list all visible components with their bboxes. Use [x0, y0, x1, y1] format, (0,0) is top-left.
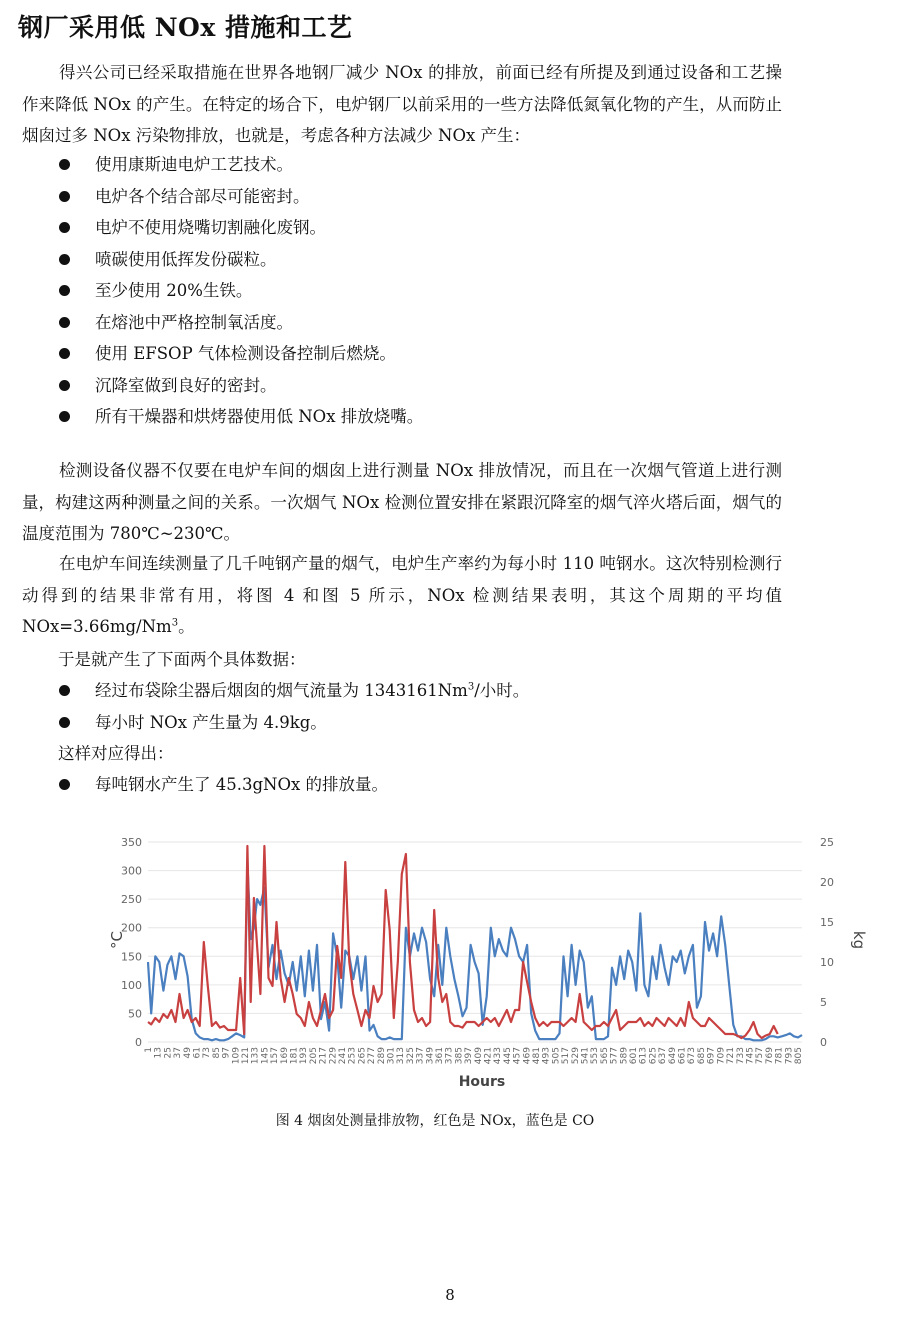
x-tick-label: 301 [386, 1047, 397, 1065]
x-tick-label: 553 [590, 1047, 601, 1065]
x-tick-label: 697 [706, 1047, 717, 1065]
x-tick-label: 1 [144, 1047, 154, 1053]
x-tick-label: 469 [522, 1047, 533, 1065]
y-left-axis-label: °C [108, 931, 126, 949]
y-right-tick-labels [820, 836, 834, 1049]
x-tick-label: 445 [502, 1047, 513, 1065]
x-tick-label: 169 [279, 1047, 290, 1065]
y-right-tick-label: 15 [820, 916, 834, 929]
x-tick-label: 73 [202, 1047, 213, 1059]
bullet-icon [59, 285, 70, 296]
list-item: 每吨钢水产生了 45.3gNOx 的排放量。 [58, 769, 388, 801]
x-tick-label: 541 [580, 1047, 591, 1065]
x-tick-label: 289 [376, 1047, 387, 1065]
x-tick-label: 361 [435, 1047, 446, 1065]
x-tick-label: 481 [532, 1047, 543, 1065]
x-tick-label: 781 [774, 1047, 785, 1065]
x-tick-label: 685 [696, 1047, 707, 1065]
y-right-tick-label: 5 [820, 996, 827, 1009]
list-item: 电炉各个结合部尽可能密封。 [58, 181, 423, 213]
x-tick-label: 769 [764, 1047, 775, 1065]
x-tick-label: 157 [270, 1047, 281, 1065]
emissions-chart [108, 828, 868, 1098]
y-left-tick-label: 300 [121, 864, 142, 878]
x-tick-label: 253 [347, 1047, 358, 1065]
x-tick-label: 733 [735, 1047, 746, 1065]
x-tick-label: 805 [793, 1047, 804, 1065]
chart-series [148, 846, 802, 1040]
y-left-tick-label: 200 [121, 921, 142, 935]
page-number: 8 [445, 1286, 455, 1304]
x-tick-label: 457 [512, 1047, 523, 1065]
bullet-icon [59, 380, 70, 391]
x-tick-label: 601 [629, 1047, 640, 1065]
bullet-icon [59, 222, 70, 233]
series-line-nox [148, 846, 778, 1038]
y-left-tick-label: 250 [121, 893, 142, 907]
bullet-icon [59, 779, 70, 790]
y-right-axis-label: kg [850, 930, 868, 950]
x-tick-label: 517 [561, 1047, 572, 1065]
x-tick-label: 133 [250, 1047, 261, 1065]
x-tick-label: 121 [241, 1047, 252, 1065]
x-tick-label: 277 [367, 1047, 378, 1065]
x-tick-label: 25 [163, 1047, 174, 1059]
x-tick-label: 757 [755, 1047, 766, 1065]
list-item: 电炉不使用烧嘴切割融化废钢。 [58, 212, 423, 244]
intro-paragraph: 得兴公司已经采取措施在世界各地钢厂减少 NOx 的排放，前面已经有所提及到通过设备和工艺操作来降低 NOx 的产生。在特定的场合下，电炉钢厂以前采用的一些方法降低氮氧化物的产生，从而防止烟囱过多 NOx 污染物排放，也就是，考虑各种方法减少 NOx 产生： [22, 63, 782, 145]
x-tick-label: 349 [425, 1047, 436, 1065]
x-tick-label: 109 [231, 1047, 242, 1065]
x-tick-label: 229 [328, 1047, 339, 1065]
y-left-tick-label: 100 [121, 978, 142, 992]
list-item: 使用 EFSOP 气体检测设备控制后燃烧。 [58, 338, 423, 370]
x-tick-label: 793 [784, 1047, 795, 1065]
bullet-icon [59, 254, 70, 265]
x-tick-label: 337 [415, 1047, 426, 1065]
y-left-tick-label: 50 [128, 1007, 142, 1021]
bullet-icon [59, 717, 70, 728]
x-tick-label: 145 [260, 1047, 271, 1065]
y-left-tick-label: 0 [135, 1036, 142, 1049]
x-tick-label: 373 [444, 1047, 455, 1065]
y-right-tick-label: 20 [820, 876, 834, 889]
x-tick-label: 49 [182, 1047, 193, 1059]
y-right-tick-label: 0 [820, 1036, 827, 1049]
x-tick-label: 529 [570, 1047, 581, 1065]
y-right-tick-label: 10 [820, 956, 834, 969]
x-tick-label: 85 [211, 1047, 222, 1059]
list-item: 每小时 NOx 产生量为 4.9kg。 [58, 707, 529, 739]
x-tick-label: 421 [483, 1047, 494, 1065]
data-list [58, 675, 529, 738]
x-tick-label: 577 [609, 1047, 620, 1065]
result-list [58, 769, 388, 801]
page-title: 钢厂采用低 NOx 措施和工艺 [18, 13, 353, 42]
x-tick-label: 589 [619, 1047, 630, 1065]
x-tick-label: 205 [308, 1047, 319, 1065]
x-tick-label: 637 [658, 1047, 669, 1065]
x-tick-label: 97 [221, 1047, 232, 1059]
x-tick-label: 181 [289, 1047, 300, 1065]
x-tick-label: 13 [153, 1047, 164, 1059]
x-tick-label: 397 [464, 1047, 475, 1065]
bullet-icon [59, 159, 70, 170]
list-item: 使用康斯迪电炉工艺技术。 [58, 149, 423, 181]
list-item: 沉降室做到良好的密封。 [58, 370, 423, 402]
x-tick-label: 493 [541, 1047, 552, 1065]
x-tick-label: 433 [493, 1047, 504, 1065]
chart-svg [108, 828, 868, 1098]
x-tick-label: 649 [667, 1047, 678, 1065]
x-tick-labels [144, 1047, 804, 1064]
x-tick-label: 409 [473, 1047, 484, 1065]
conclusion-intro: 这样对应得出： [58, 744, 174, 763]
x-tick-label: 61 [192, 1047, 203, 1059]
y-left-tick-label: 350 [121, 836, 142, 849]
list-item: 喷碳使用低挥发份碳粒。 [58, 244, 423, 276]
figure-caption: 图 4 烟囱处测量排放物，红色是 NOx，蓝色是 CO [275, 1113, 595, 1129]
data-intro: 于是就产生了下面两个具体数据： [58, 650, 306, 669]
list-item: 至少使用 20%生铁。 [58, 275, 423, 307]
x-axis-label: Hours [458, 1074, 506, 1090]
bullet-icon [59, 191, 70, 202]
x-tick-label: 625 [648, 1047, 659, 1065]
x-tick-label: 673 [687, 1047, 698, 1065]
x-tick-label: 745 [745, 1047, 756, 1065]
x-tick-label: 709 [716, 1047, 727, 1065]
x-tick-label: 217 [318, 1047, 329, 1065]
results-paragraph: 在电炉车间连续测量了几千吨钢产量的烟气，电炉生产率约为每小时 110 吨钢水。这次特别检测行动得到的结果非常有用，将图 4 和图 5 所示，NOx 检测结果表明，其这个周期的平均值 $NOx=3.66mg/Nm^3$。 [22, 554, 782, 636]
y-right-tick-label: 25 [820, 836, 834, 849]
x-tick-label: 37 [173, 1047, 184, 1059]
list-item: 所有干燥器和烘烤器使用低 NOx 排放烧嘴。 [58, 401, 423, 433]
bullet-icon [59, 685, 70, 696]
x-tick-label: 193 [299, 1047, 310, 1065]
x-tick-label: 565 [599, 1047, 610, 1065]
x-tick-label: 385 [454, 1047, 465, 1065]
y-left-tick-label: 150 [121, 950, 142, 964]
x-tick-label: 313 [396, 1047, 407, 1065]
x-tick-label: 613 [638, 1047, 649, 1065]
x-tick-label: 265 [357, 1047, 368, 1065]
x-tick-label: 661 [677, 1047, 688, 1065]
bullet-icon [59, 317, 70, 328]
bullet-icon [59, 348, 70, 359]
measurement-paragraph: 检测设备仪器不仅要在电炉车间的烟囱上进行测量 NOx 排放情况，而且在一次烟气管道上进行测量，构建这两种测量之间的关系。一次烟气 NOx 检测位置安排在紧跟沉降室的烟气淬火塔后面，烟气的温度范围为 780℃~230℃。 [22, 461, 782, 543]
list-item: 在熔池中严格控制氧活度。 [58, 307, 423, 339]
list-item: 经过布袋除尘器后烟囱的烟气流量为 1343161Nm$^3$/小时。 [58, 675, 529, 707]
bullet-icon [59, 411, 70, 422]
x-tick-label: 721 [726, 1047, 737, 1065]
x-tick-label: 241 [338, 1047, 349, 1065]
x-tick-label: 325 [405, 1047, 416, 1065]
x-tick-label: 505 [551, 1047, 562, 1065]
measures-list [58, 149, 423, 433]
